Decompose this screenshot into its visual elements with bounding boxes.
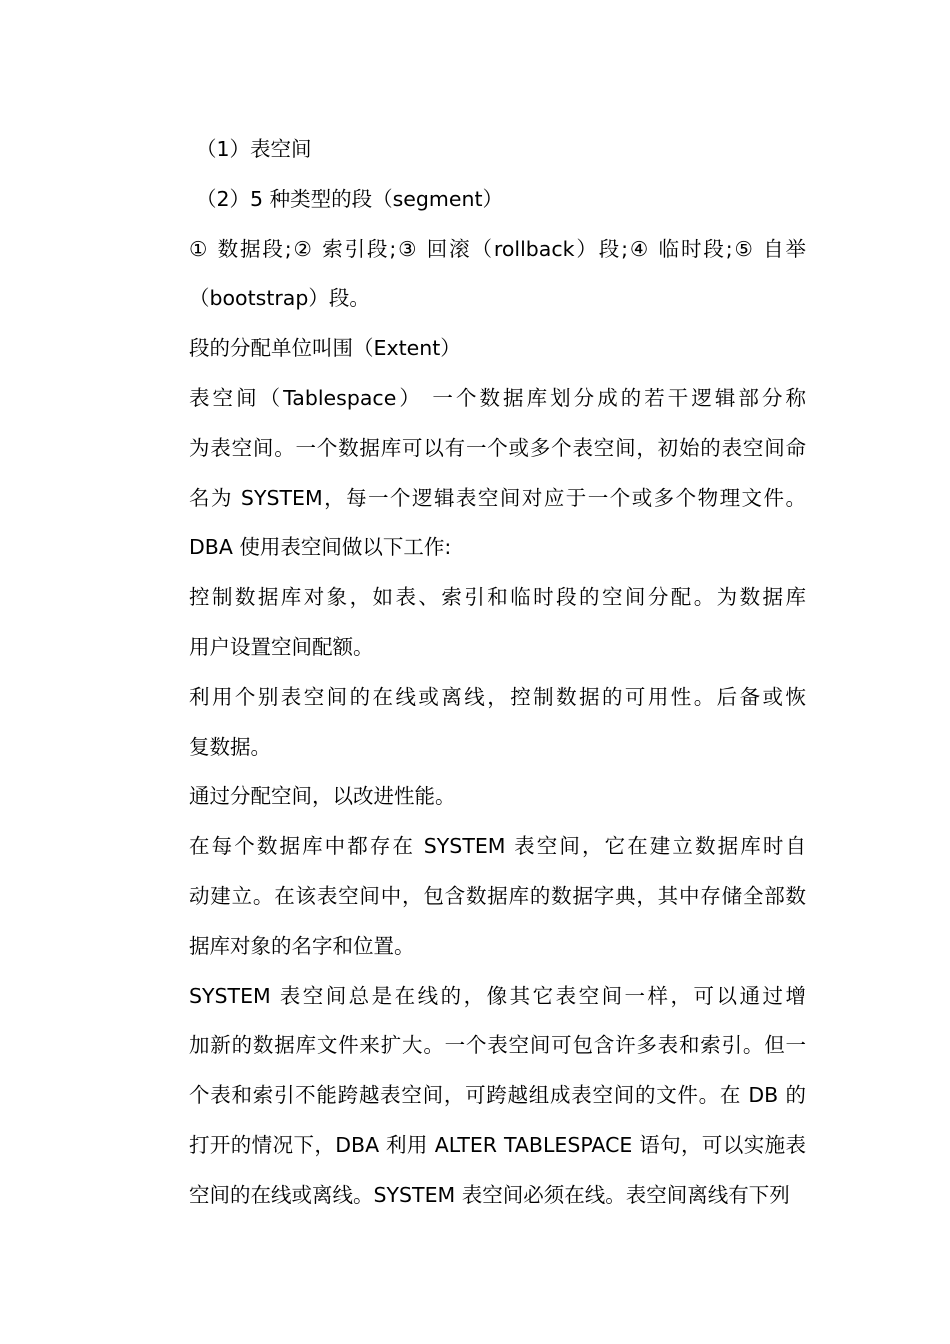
text-line: （2）5 种类型的段（segment） [196,186,504,211]
paragraph-tablespace-heading [144,125,806,175]
text-line: SYSTEM 表空间总是在线的，像其它表空间一样，可以通过增 [189,983,806,1008]
paragraph-dba-task-2 [144,673,806,773]
text-line: ① 数据段;② 索引段;③ 回滚（rollback）段;④ 临时段;⑤ 自举 [189,236,806,261]
text-line: 空间的在线或离线。SYSTEM 表空间必须在线。表空间离线有下列 [189,1182,790,1207]
document-body [144,125,806,1221]
text-line: 在每个数据库中都存在 SYSTEM 表空间，它在建立数据库时自 [189,834,806,859]
paragraph-segment-types-list [144,225,806,325]
text-line: 段的分配单位叫围（Extent） [189,336,461,361]
paragraph-extent-definition [144,324,806,374]
text-line: 据库对象的名字和位置。 [189,933,415,958]
text-line: 为表空间。一个数据库可以有一个或多个表空间，初始的表空间命 [189,435,806,460]
paragraph-dba-task-1 [144,573,806,673]
text-line: 表空间（Tablespace） 一个数据库划分成的若干逻辑部分称 [189,385,806,410]
text-line: 控制数据库对象，如表、索引和临时段的空间分配。为数据库 [189,585,806,610]
paragraph-system-tablespace-online [144,972,806,1221]
text-line: 用户设置空间配额。 [189,634,374,659]
text-line: 通过分配空间，以改进性能。 [189,784,456,809]
text-line: 加新的数据库文件来扩大。一个表空间可包含许多表和索引。但一 [189,1033,806,1058]
paragraph-system-tablespace [144,822,806,971]
text-line: （bootstrap）段。 [189,286,370,311]
paragraph-segment-types-heading [144,175,806,225]
paragraph-tablespace-definition [144,374,806,573]
text-line: 个表和索引不能跨越表空间，可跨越组成表空间的文件。在 DB 的 [189,1083,806,1108]
text-line: 利用个别表空间的在线或离线，控制数据的可用性。后备或恢 [189,684,806,709]
text-line: 复数据。 [189,734,271,759]
text-line: （1）表空间 [196,137,312,161]
text-line: 名为 SYSTEM，每一个逻辑表空间对应于一个或多个物理文件。 [189,485,806,510]
text-line: DBA 使用表空间做以下工作: [189,535,452,560]
paragraph-dba-task-3 [144,772,806,822]
text-line: 动建立。在该表空间中，包含数据库的数据字典，其中存储全部数 [189,883,806,908]
text-line: 打开的情况下，DBA 利用 ALTER TABLESPACE 语句，可以实施表 [189,1132,806,1157]
